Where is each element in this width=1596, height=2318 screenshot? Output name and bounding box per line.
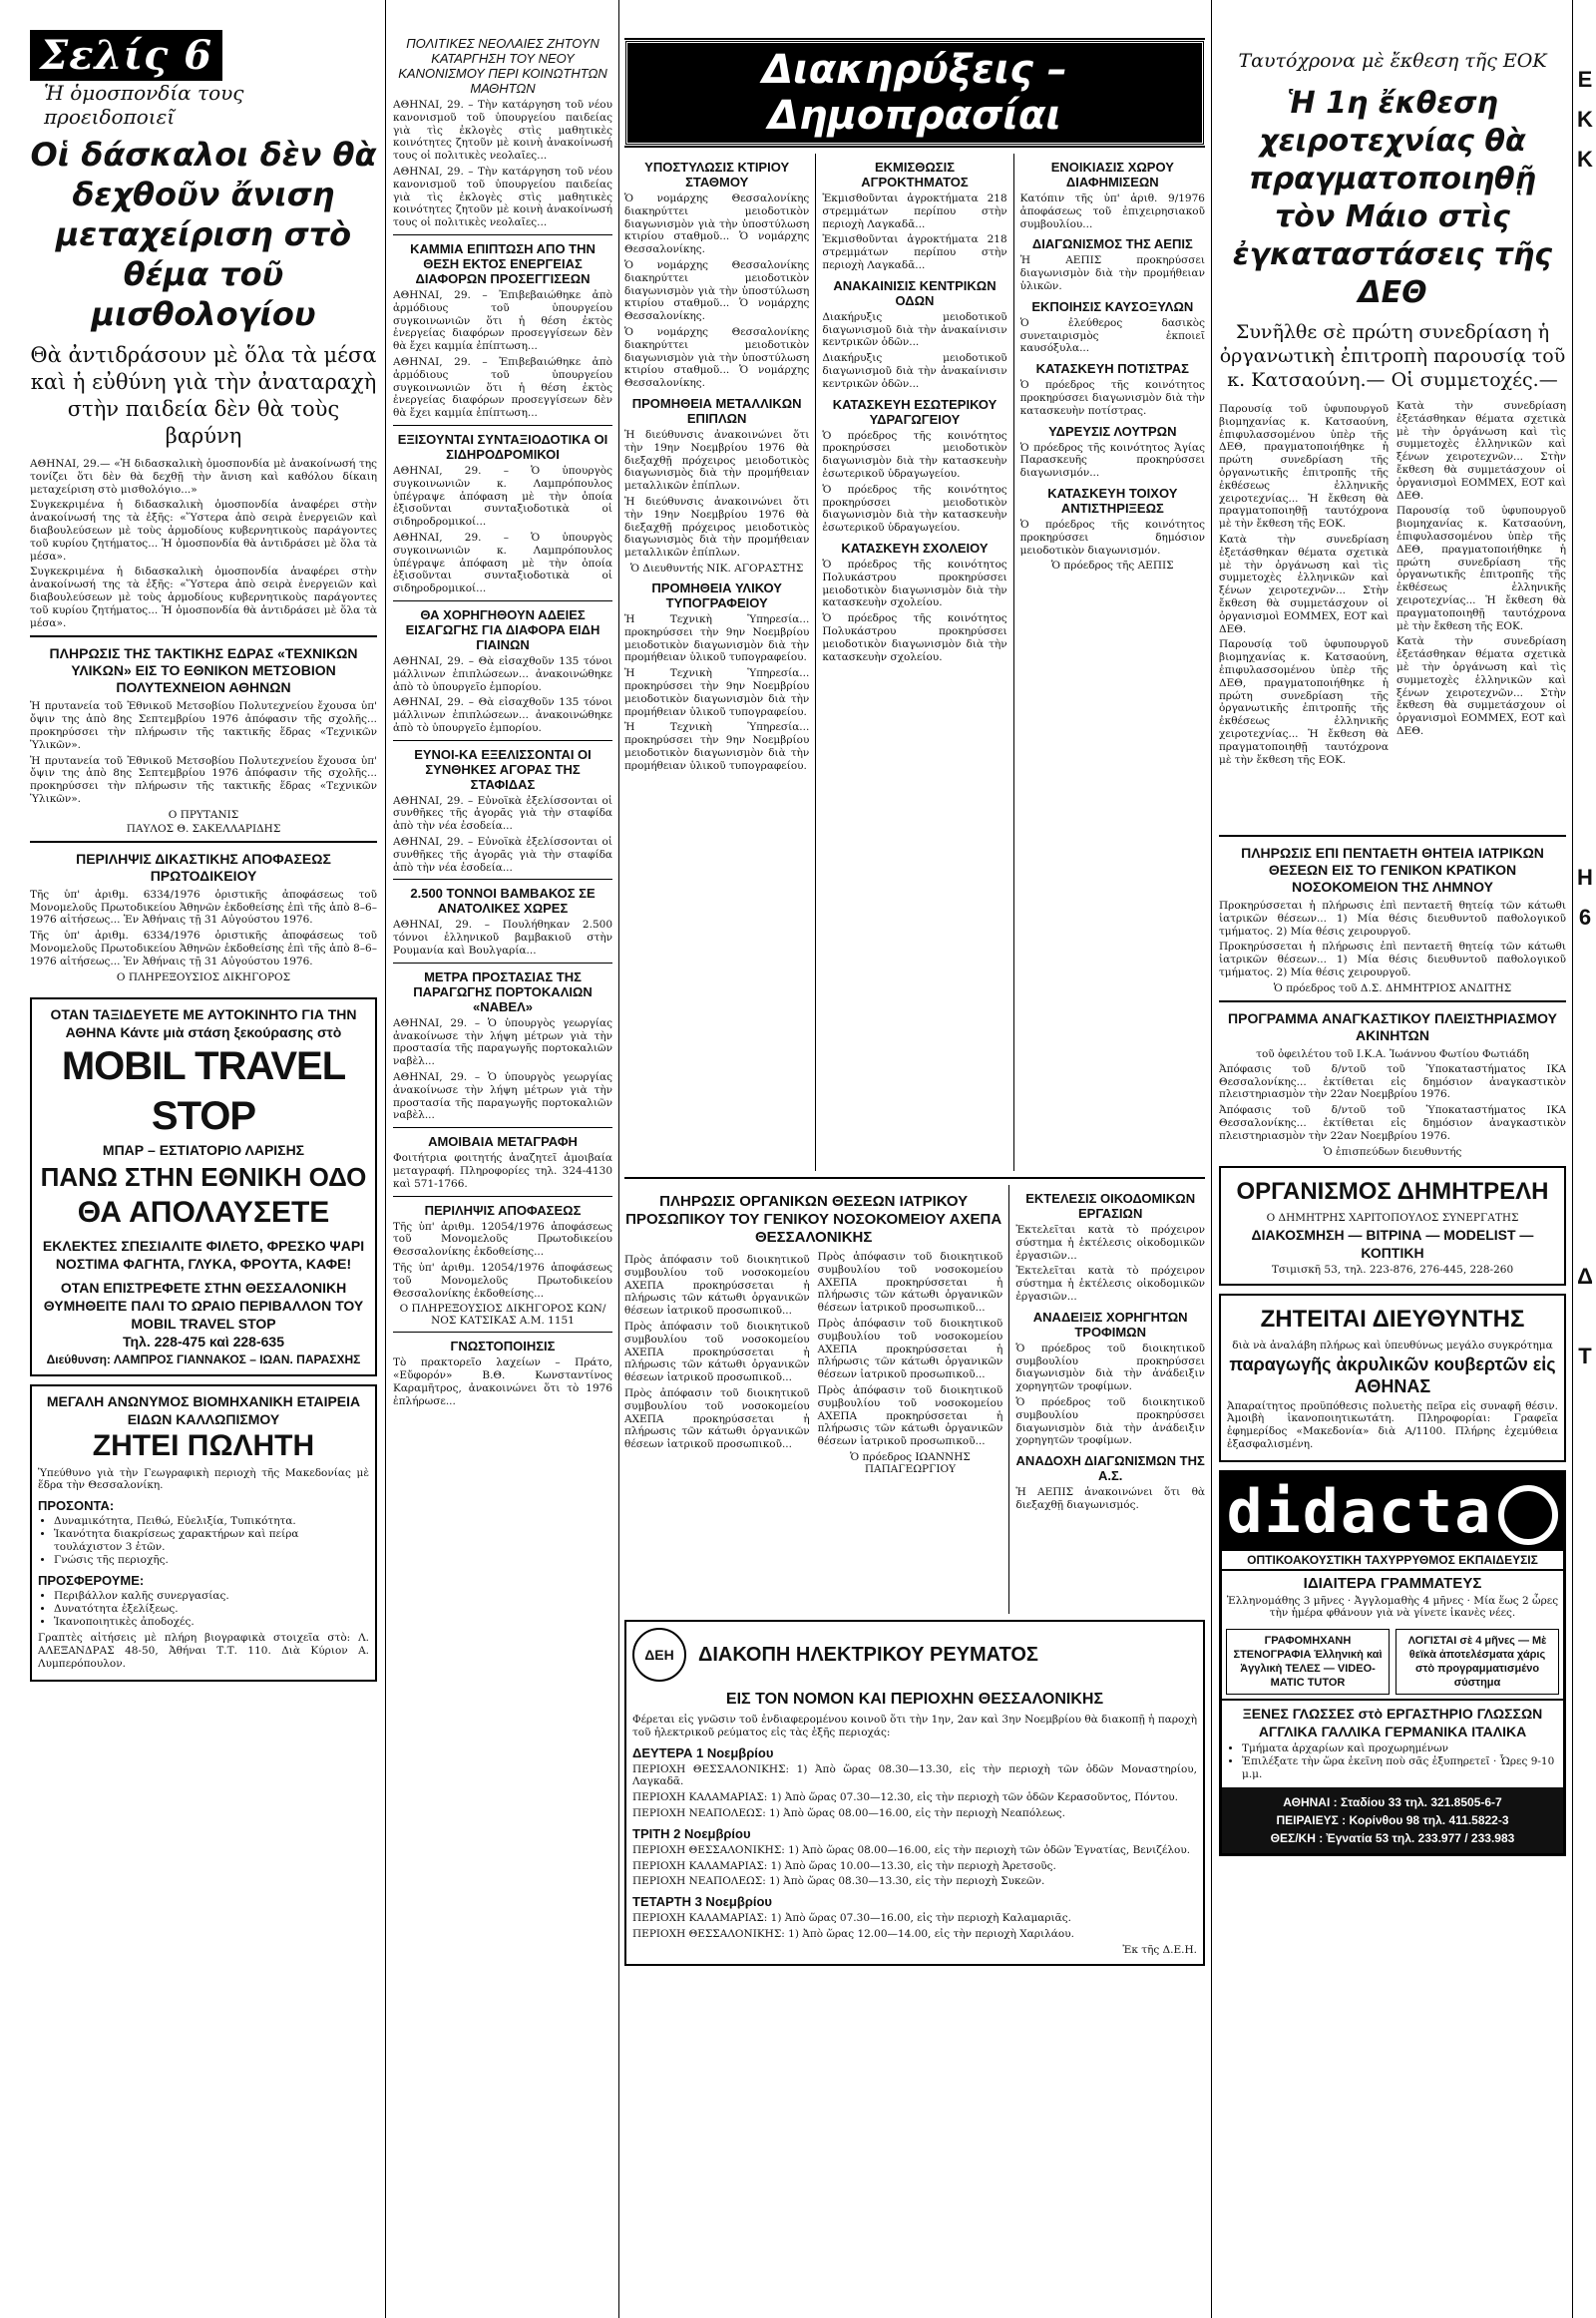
- ad-organismos-dimitreli: [1219, 1166, 1566, 1286]
- outage-line: ΠΕΡΙΟΧΗ ΘΕΣΣΑΛΟΝΙΚΗΣ: 1) Ἀπὸ ὥρας 08.30—13.30, εἰς τὴν περιοχὴ τῶν ὁδῶν Μοναστηρίου, Λαγκαδᾶ.: [632, 1762, 1197, 1788]
- notice-body: Ἀπόφασις τοῦ δ/ντοῦ τοῦ Ὑποκαταστήματος ΙΚΑ Θεσσαλονίκης... ἐκτίθεται εἰς δημόσιον ἀναγκαστικὸν πλειστηριασμὸν τὴν 22αν Νοεμβρίου 1976.: [1219, 1062, 1566, 1101]
- didacta-secretary-lines: Ἑλληνομάθης 3 μῆνες · Ἀγγλομαθὴς 4 μῆνες · Μία ἕως 2 ὧρες τὴν ἡμέρα φθάνουν γιὰ νὰ γίνετε ἱκανὲς νέες.: [1226, 1594, 1559, 1619]
- article-body: ΑΘΗΝΑΙ, 29. – Τὴν κατάργηση τοῦ νέου κανονισμοῦ τοῦ ὑπουργείου παιδείας γιὰ τὶς ἐκλογὲς στὶς μαθητικὲς κοινότητες ζητοῦν μὲ κοινὴ ἀνακοίνωσή τους οἱ πολιτικὲς νεολαῖες...: [393, 99, 612, 163]
- article-body-cont: Συγκεκριμένα ἡ διδασκαλικὴ ὁμοσπονδία ἀναφέρει στὴν ἀνακοίνωσή της τὰ ἑξῆς: «Ὕστερα ἀπὸ σειρὰ ἐνεργειῶν καὶ διαβουλεύσεων μὲ τοὺς ἁρμοδίους κυβερνητικοὺς παράγοντες τοῦ κυρίου ζητήματος... Ἡ ὁμοσπονδία θὰ ἀντιδράσει μὲ ὅλα τὰ μέσα».: [30, 566, 377, 629]
- column-4: [1219, 0, 1566, 2318]
- article-body-cont: ΑΘΗΝΑΙ, 29. – Ἐπιβεβαιώθηκε ἀπὸ ἁρμόδιους τοῦ ὑπουργείου συγκοινωνιῶν ὅτι ἡ θέση ἐκτὸς ἐνεργείας διαφόρων προσεγγίσεων δὲν θὰ ἔχει καμμία ἐπίπτωση...: [393, 355, 612, 420]
- ad-subline: ΜΠΑΡ – ΕΣΤΙΑΤΟΡΙΟ ΛΑΡΙΣΗΣ: [102, 1141, 305, 1158]
- notice-body-cont: Πρὸς ἀπόφασιν τοῦ διοικητικοῦ συμβουλίου τοῦ νοσοκομείου ΑΧΕΠΑ προκηρύσσεται ἡ πλήρωσις τῶν κάτωθι ὀργανικῶν θέσεων ἰατρικοῦ προσωπικοῦ...: [817, 1317, 1003, 1381]
- didacta-addresses: [1222, 1787, 1563, 1853]
- article-body-cont: ΑΘΗΝΑΙ, 29. – Ὁ ὑπουργὸς συγκοινωνιῶν κ. Λαμπρόπουλος ὑπέγραψε ἀπόφαση μὲ τὴν ὁποία ἐξισοῦνται συνταξιοδοτικὰ οἱ σιδηροδρομικοί...: [393, 531, 612, 595]
- article-title: ΑΜΟΙΒΑΙΑ ΜΕΤΑΓΡΑΦΗ: [428, 1134, 578, 1150]
- notice-body: Ὁ ἐλεύθερος δασικὸς συνεταιρισμὸς ἐκποιεῖ καυσόξυλα...: [1019, 316, 1205, 355]
- more-notices: [1015, 1185, 1205, 1614]
- edge-letter: Κ: [1577, 147, 1593, 172]
- notice-title: ΑΝΑΔΕΙΞΙΣ ΧΟΡΗΓΗΤΩΝ ΤΡΟΦΙΜΩΝ: [1032, 1309, 1188, 1340]
- signature: Ἐκ τῆς Δ.Ε.Η.: [1122, 1943, 1197, 1956]
- notice-title: ΔΙΑΓΩΝΙΣΜΟΣ ΤΗΣ ΑΕΠΙΣ: [1031, 236, 1193, 252]
- notice-body: Ὁ πρόεδρος τῆς κοινότητος προκηρύσσει δημόσιον μειοδοτικὸν διαγωνισμόν.: [1019, 518, 1205, 557]
- didacta-language-list: ΑΓΓΛΙΚΑ ΓΑΛΛΙΚΑ ΓΕΡΜΑΝΙΚΑ ΙΤΑΛΙΚΑ: [1258, 1723, 1527, 1739]
- article-body-cont: ΑΘΗΝΑΙ, 29. – Τὴν κατάργηση τοῦ νέου κανονισμοῦ τοῦ ὑπουργείου παιδείας γιὰ τὶς ἐκλογὲς στὶς μαθητικὲς κοινότητες ζητοῦν μὲ κοινὴ ἀνακοίνωσή τους οἱ πολιτικὲς νεολαῖες...: [393, 165, 612, 229]
- notice-title: ΕΚΠΟΙΗΣΙΣ ΚΑΥΣΟΞΥΛΩΝ: [1031, 298, 1194, 314]
- didacta-address-athens: ΑΘΗΝΑΙ : Σταδίου 33 τηλ. 321.8505-6-7: [1283, 1794, 1502, 1809]
- deh-power-outage-notice: [624, 1620, 1205, 1966]
- article-body: ΑΘΗΝΑΙ, 29. – Ὁ ὑπουργὸς συγκοινωνιῶν κ. Λαμπρόπουλος ὑπέγραψε ἀπόφαση μὲ τὴν ὁποία ἐξισοῦνται συνταξιοδοτικὰ οἱ σιδηροδρομικοί...: [393, 464, 612, 529]
- article-columns: [1219, 400, 1566, 829]
- article-title: ΘΑ ΧΟΡΗΓΗΘΟΥΝ ΑΔΕΙΕΣ ΕΙΣΑΓΩΓΗΣ ΓΙΑ ΔΙΑΦΟΡΑ ΕΙΔΗ ΓΙΑΙΝΩΝ: [405, 606, 600, 652]
- notice-body: Ὁ πρόεδρος τοῦ διοικητικοῦ συμβουλίου προκηρύσσει διαγωνισμὸν διὰ τὴν ἀνάδειξιν χορηγητῶν τροφίμων.: [1015, 1342, 1205, 1393]
- notice-body: Ἐκτελεῖται κατὰ τὸ πρόχειρον σύστημα ἡ ἐκτέλεσις οἰκοδομικῶν ἐργασιῶν...: [1015, 1224, 1205, 1262]
- notice-body-cont: Ἐκτελεῖται κατὰ τὸ πρόχειρον σύστημα ἡ ἐκτέλεσις οἰκοδομικῶν ἐργασιῶν...: [1015, 1265, 1205, 1303]
- signature: Ὁ πρόεδρος τοῦ Δ.Σ. ΔΗΜΗΤΡΙΟΣ ΑΝΔΙΤΗΣ: [1273, 981, 1512, 994]
- notice-body: Κατόπιν τῆς ὑπ' ἀριθ. 9/1976 ἀποφάσεως τοῦ ἐπιχειρησιακοῦ συμβουλίου...: [1019, 193, 1205, 230]
- notice-subtitle: τοῦ ὀφειλέτου τοῦ Ι.Κ.Α. Ἰωάννου Φωτίου Φωτιάδη: [1256, 1047, 1529, 1060]
- ad-items: ΕΚΛΕΚΤΕΣ ΣΠΕΣΙΑΛΙΤΕ ΦΙΛΕΤΟ, ΦΡΕΣΚΟ ΨΑΡΙ ΝΟΣΤΙΜΑ ΦΑΓΗΤΑ, ΓΛΥΚΑ, ΦΡΟΥΤΑ, ΚΑΦΕ!: [42, 1237, 365, 1272]
- article-body: ΑΘΗΝΑΙ, 29. – Εὐνοϊκὰ ἐξελίσσονται οἱ συνθῆκες τῆς ἀγορᾶς γιὰ τὴν σταφίδα ἀπὸ τὴν νέα ἐσοδεία...: [393, 794, 612, 833]
- ad-director-wanted: [1219, 1294, 1566, 1462]
- outage-line: ΠΕΡΙΟΧΗ ΘΕΣΣΑΛΟΝΙΚΗΣ: 1) Ἀπὸ ὥρας 12.00—14.00, εἰς τὴν περιοχὴ Χαριλάου.: [632, 1927, 1074, 1940]
- ad-phone: Τηλ. 228-475 καὶ 228-635: [122, 1333, 284, 1350]
- ad-footer: Γραπτὲς αἰτήσεις μὲ πλήρη βιογραφικὰ στοιχεῖα στὸ: Λ. ΑΛΕΞΑΝΔΡΑΣ 48-50, Ἀθήναι Τ.Τ. 110. Διὰ Κύριον Α. Λυμπερόπουλον.: [38, 1632, 369, 1670]
- ad-offer-item: • Περιβάλλον καλῆς συνεργασίας.: [54, 1590, 369, 1603]
- outage-line: ΠΕΡΙΟΧΗ ΚΑΛΑΜΑΡΙΑΣ: 1) Ἀπὸ ὥρας 07.30—12.30, εἰς τὴν περιοχὴ τῶν ὁδῶν Κερασοῦντος, Πόντου.: [632, 1791, 1178, 1804]
- ad-product: παραγωγῆς ἀκρυλικῶν κουβερτῶν εἰς ΑΘΗΝΑΣ: [1229, 1353, 1556, 1396]
- ad-req-item: • Ἱκανότητα διακρίσεως χαρακτήρων καὶ πείρα τουλάχιστον 3 ἐτῶν.: [54, 1528, 369, 1554]
- ad-requirements: Ἀπαραίτητος προϋπόθεσις πολυετὴς πεῖρα εἰς συναφῆ θέσιν. Ἀμοιβὴ ἱκανοποιητικωτάτη. Πληροφορίαι: Γραφεῖα ἐφημερίδος «Μακεδονία» διὰ Α/1100. Πλήρης ἐχεμύθεια ἐξασφαλισμένη.: [1227, 1399, 1558, 1450]
- ad-heading: ΖΗΤΕΙΤΑΙ ΔΙΕΥΘΥΝΤΗΣ: [1260, 1305, 1525, 1333]
- article-body: ΑΘΗΝΑΙ, 29. – Ὁ ὑπουργὸς γεωργίας ἀνακοίνωσε τὴν λήψη μέτρων γιὰ τὴν προστασία τῆς παραγωγῆς πορτοκαλιῶν ναβὲλ...: [393, 1016, 612, 1068]
- notice-body: Ἡ διεύθυνσις ἀνακοινώνει ὅτι τὴν 19ην Νοεμβρίου 1976 θὰ διεξαχθῇ πρόχειρος μειοδοτικὸς διαγωνισμὸς διὰ τὴν προμήθειαν μεταλλικῶν ἐπίπλων.: [624, 428, 810, 493]
- ad-return: ΟΤΑΝ ΕΠΙΣΤΡΕΦΕΤΕ ΣΤΗΝ ΘΕΣΣΑΛΟΝΙΚΗ ΘΥΜΗΘΕΙΤΕ ΠΑΛΙ ΤΟ ΩΡΑΙΟ ΠΕΡΙΒΑΛΛΟΝ ΤΟΥ MOBIL TRAVEL STOP: [43, 1279, 364, 1332]
- section-masthead: Σελίς 6: [30, 30, 222, 81]
- article-body: Τὸ πρακτορεῖο λαχείων – Πράτο, «Εὔφορόν» Β.Θ. Κωνσταντίνος Καραμῆτρος, ἀνακοινώνει ὅτι τὸ 1976 ἐπλήρωσε...: [393, 1356, 612, 1407]
- notice-body-cont: Ἀπόφασις τοῦ δ/ντοῦ τοῦ Ὑποκαταστήματος ΙΚΑ Θεσσαλονίκης... ἐκτίθεται εἰς δημόσιον ἀναγκαστικὸν πλειστηριασμὸν τὴν 22αν Νοεμβρίου 1976.: [1219, 1104, 1566, 1142]
- notice-body-cont: Πρὸς ἀπόφασιν τοῦ διοικητικοῦ συμβουλίου τοῦ νοσοκομείου ΑΧΕΠΑ προκηρύσσεται ἡ πλήρωσις τῶν κάτωθι ὀργανικῶν θέσεων ἰατρικοῦ προσωπικοῦ...: [817, 1383, 1003, 1448]
- section-banner: Διακηρύξεις – Δημοπρασίαι: [624, 40, 1205, 146]
- announcements-middle: [822, 154, 1006, 1171]
- notice-body-cont: Ὁ πρόεδρος τοῦ διοικητικοῦ συμβουλίου προκηρύσσει διαγωνισμὸν διὰ τὴν ἀνάδειξιν χορηγητῶν τροφίμων.: [1015, 1395, 1205, 1447]
- headline: Ἡ 1η ἔκθεση χειροτεχνίας θὰ πραγματοποιηθῇ τὸν Μάιο στὶς ἐγκαταστάσεις τῆς ΔΕΘ: [1232, 86, 1553, 310]
- article-body-cont: Κατὰ τὴν συνεδρίαση ἐξετάσθηκαν θέματα σχετικὰ μὲ τὴν ὀργάνωση καὶ τὶς συμμετοχὲς ἑλληνικῶν καὶ ξένων χειροτεχνῶν... Στὴν ἔκθεση θὰ συμμετάσχουν οἱ ὀργανισμοὶ ΕΟΜΜΕΧ, ΕΟΤ καὶ ΔΕΘ.: [1219, 533, 1389, 635]
- notice-body-cont: Ἡ Τεχνικὴ Ὑπηρεσία... προκηρύσσει τὴν 9ην Νοεμβρίου μειοδοτικὸν διαγωνισμὸν διὰ τὴν προμήθειαν ὑλικοῦ τυπογραφείου.: [624, 721, 810, 772]
- ad-req-title: ΠΡΟΣΟΝΤΑ:: [38, 1498, 115, 1514]
- column-1: [30, 0, 377, 2318]
- article-title: ΜΕΤΡΑ ΠΡΟΣΤΑΣΙΑΣ ΤΗΣ ΠΑΡΑΓΩΓΗΣ ΠΟΡΤΟΚΑΛΙΩΝ «ΝΑΒΕΛ»: [413, 968, 593, 1014]
- outage-day: ΔΕΥΤΕΡΑ 1 Νοεμβρίου: [632, 1744, 774, 1760]
- hospital-and-more: [624, 1185, 1205, 1614]
- notice-title: ΠΡΟΜΗΘΕΙΑ ΥΛΙΚΟΥ ΤΥΠΟΓΡΑΦΕΙΟΥ: [651, 580, 782, 610]
- article-title: 2.500 ΤΟΝΝΟΙ ΒΑΜΒΑΚΟΣ ΣΕ ΑΝΑΤΟΛΙΚΕΣ ΧΩΡΕΣ: [410, 886, 596, 917]
- article-body: Τῆς ὑπ' ἀριθμ. 12054/1976 ἀποφάσεως τοῦ Μονομελοῦς Πρωτοδικείου Θεσσαλονίκης ἐκδοθείσης...: [393, 1220, 612, 1259]
- didacta-sub: ΟΠΤΙΚΟΑΚΟΥΣΤΙΚΗ ΤΑΧΥΡΡΥΘΜΟΣ ΕΚΠΑΙΔΕΥΣΙΣ: [1247, 1552, 1538, 1567]
- ad-management: Διεύθυνση: ΛΑΜΠΡΟΣ ΓΙΑΝΝΑΚΟΣ – ΙΩΑΝ. ΠΑΡΑΣΧΗΣ: [46, 1352, 361, 1366]
- notice-body: Ὁ πρόεδρος τῆς κοινότητος Ἀγίας Παρασκευῆς προκηρύσσει διαγωνισμόν...: [1019, 441, 1205, 480]
- notice-body: Ὁ πρόεδρος τῆς κοινότητος προκηρύσσει διαγωνισμὸν διὰ τὴν κατασκευὴν ποτίστρας.: [1019, 379, 1205, 417]
- article-body: ΑΘΗΝΑΙ, 29. – Πουλήθηκαν 2.500 τόννοι ἑλληνικοῦ βαμβακιοῦ στὴν Ρουμανία καὶ Βουλγαρία...: [393, 919, 612, 958]
- signature: Ο ΠΛΗΡΕΞΟΥΣΙΟΣ ΔΙΚΗΓΟΡΟΣ ΚΩΝ/ΝΟΣ ΚΑΤΣΙΚΑΣ Α.Μ. 1151: [399, 1303, 606, 1328]
- article-body: Παρουσίᾳ τοῦ ὑφυπουργοῦ βιομηχανίας κ. Κατσαούνη, ἐπιφυλασσομένου ὑπὲρ τῆς ΔΕΘ, πραγματοποιήθηκε ἡ πρώτη συνεδρίαση τῆς ὀργανωτικῆς ἐπιτροπῆς τῆς ἐκθέσεως ἑλληνικῆς χειροτεχνίας... Ἡ ἔκθεση θὰ πραγματοποιηθῇ ταυτόχρονα μὲ τὴν ἔκθεση τῆς ΕΟΚ.: [1219, 403, 1389, 531]
- notice-title: ΔΙΑΚΟΠΗ ΗΛΕΚΤΡΙΚΟΥ ΡΕΥΜΑΤΟΣ: [698, 1644, 1038, 1666]
- signature: Ο ΠΛΗΡΕΞΟΥΣΙΟΣ ΔΙΚΗΓΟΡΟΣ: [116, 970, 291, 983]
- article-body: Τῆς ὑπ' ἀριθμ. 6334/1976 ὁριστικῆς ἀποφάσεως τοῦ Μονομελοῦς Πρωτοδικείου Ἀθηνῶν ἐκδοθείσης ἐπὶ τῆς ἀπὸ 8–6–1976 αἰτήσεως... Ἐν Ἀθήναις τῇ 31 Αὐγούστου 1976.: [30, 888, 377, 927]
- ad-enjoy: ΘΑ ΑΠΟΛΑΥΣΕΤΕ: [77, 1195, 330, 1229]
- article-body: Φοιτήτρια φοιτητής ἀναζητεῖ ἀμοιβαία μεταγραφή. Πληροφορίες τηλ. 324-4130 καὶ 571-1766.: [393, 1152, 612, 1190]
- article-title: ΓΝΩΣΤΟΠΟΙΗΣΙΣ: [450, 1339, 556, 1354]
- ad-req-list: [54, 1515, 369, 1567]
- announcements-grid: [624, 154, 1205, 1171]
- notice-body: Ὁ πρόεδρος τῆς κοινότητος Πολυκάστρου προκηρύσσει μειοδοτικὸν διαγωνισμὸν διὰ τὴν κατασκευὴν σχολείου.: [822, 558, 1007, 609]
- signature-title: Ο ΠΡΥΤΑΝΙΣ: [168, 808, 239, 821]
- didacta-languages: ΞΕΝΕΣ ΓΛΩΣΣΕΣ στὸ ΕΡΓΑΣΤΗΡΙΟ ΓΛΩΣΣΩΝ: [1242, 1705, 1543, 1722]
- subheadline: Θὰ ἀντιδράσουν μὲ ὅλα τὰ μέσα καὶ ἡ εὐθύνη γιὰ τὴν ἀναταραχὴ στὴν παιδεία δὲν θὰ τοὺς βαρύνη: [30, 343, 377, 448]
- ad-mobil-travel-stop: [30, 997, 377, 1376]
- notice-body: Προκηρύσσεται ἡ πλήρωσις ἐπὶ πενταετῆ θητείᾳ τῶν κάτωθι ἰατρικῶν θέσεων... 1) Μία θέσις διευθυντοῦ παθολογικοῦ τμήματος. 2) Μία θέσις χειρουργοῦ.: [1219, 900, 1566, 938]
- notice-body-cont: Ὁ πρόεδρος τῆς κοινότητος Πολυκάστρου προκηρύσσει μειοδοτικὸν διαγωνισμὸν διὰ τὴν κατασκευὴν σχολείου.: [822, 612, 1007, 663]
- outage-line: ΠΕΡΙΟΧΗ ΝΕΑΠΟΛΕΩΣ: 1) Ἀπὸ ὥρας 08.30—13.30, εἰς τὴν περιοχὴ Συκεῶν.: [632, 1875, 1045, 1888]
- article-body-cont: Παρουσίᾳ τοῦ ὑφυπουργοῦ βιομηχανίας κ. Κατσαούνη, ἐπιφυλασσομένου ὑπὲρ τῆς ΔΕΘ, πραγματοποιήθηκε ἡ πρώτη συνεδρίαση τῆς ὀργανωτικῆς ἐπιτροπῆς τῆς ἐκθέσεως ἑλληνικῆς χειροτεχνίας... Ἡ ἔκθεση θὰ πραγματοποιηθῇ ταυτόχρονα μὲ τὴν ἔκθεση τῆς ΕΟΚ.: [1396, 505, 1566, 632]
- notice-title: ΠΡΟΓΡΑΜΜΑ ΑΝΑΓΚΑΣΤΙΚΟΥ ΠΛΕΙΣΤΗΡΙΑΣΜΟΥ ΑΚΙΝΗΤΩΝ: [1228, 1009, 1557, 1043]
- notice-body-cont: Ἡ διεύθυνσις ἀνακοινώνει ὅτι τὴν 19ην Νοεμβρίου 1976 θὰ διεξαχθῇ πρόχειρος μειοδοτικὸς διαγωνισμὸς διὰ τὴν προμήθειαν μεταλλικῶν ἐπίπλων.: [624, 495, 810, 560]
- notice-body-cont: Πρὸς ἀπόφασιν τοῦ διοικητικοῦ συμβουλίου τοῦ νοσοκομείου ΑΧΕΠΑ προκηρύσσεται ἡ πλήρωσις τῶν κάτωθι ὀργανικῶν θέσεων ἰατρικοῦ προσωπικοῦ...: [624, 1386, 810, 1451]
- article-title: ΕΥΝΟΙ-ΚΑ ΕΞΕΛΙΣΣΟΝΤΑΙ ΟΙ ΣΥΝΘΗΚΕΣ ΑΓΟΡΑΣ ΤΗΣ ΣΤΑΦΙΔΑΣ: [414, 746, 592, 792]
- article-body-cont: ΑΘΗΝΑΙ, 29. – Εὐνοϊκὰ ἐξελίσσονται οἱ συνθῆκες τῆς ἀγορᾶς γιὰ τὴν σταφίδα ἀπὸ τὴν νέα ἐσοδεία...: [393, 836, 612, 874]
- didacta-bullet: • Τμήματα ἀρχαρίων καὶ προχωρημένων: [1242, 1742, 1559, 1755]
- article-body-cont: ΑΘΗΝΑΙ, 29. – Ὁ ὑπουργὸς γεωργίας ἀνακοίνωσε τὴν λήψη μέτρων γιὰ τὴν προστασία τῆς παραγωγῆς πορτοκαλιῶν ναβὲλ...: [393, 1071, 612, 1122]
- article-body-cont: Ἡ πρυτανεία τοῦ Ἐθνικοῦ Μετσοβίου Πολυτεχνείου ἔχουσα ὑπ' ὄψιν της ἀπὸ 8ης Σεπτεμβρίου 1976 ἀπόφασιν τῆς σχολῆς... προκηρύσσει τὴν πλήρωσιν τῆς τακτικῆς ἕδρας «Τεχνικῶν Ὑλικῶν».: [30, 754, 377, 805]
- notice-body-cont: Ὁ νομάρχης Θεσσαλονίκης διακηρύττει μειοδοτικὸν διαγωνισμὸν γιὰ τὴν ὑποστύλωση κτιρίου σταθμοῦ... Ὁ νομάρχης Θεσσαλονίκης.: [624, 325, 810, 390]
- article-body: ΑΘΗΝΑΙ, 29. – Ἐπιβεβαιώθηκε ἀπὸ ἁρμόδιους τοῦ ὑπουργείου συγκοινωνιῶν ὅτι ἡ θέση ἐκτὸς ἐνεργείας διαφόρων προσεγγίσεων δὲν θὰ ἔχει καμμία ἐπίπτωση...: [393, 288, 612, 353]
- ad-brand: MOBIL TRAVEL STOP: [61, 1043, 346, 1138]
- ad-offer-item: • Δυνατότητα ἐξελίξεως.: [54, 1603, 369, 1616]
- article-body-cont: Κατὰ τὴν συνεδρίαση ἐξετάσθηκαν θέματα σχετικὰ μὲ τὴν ὀργάνωση καὶ τὶς συμμετοχὲς ἑλληνικῶν καὶ ξένων χειροτεχνῶν... Στὴν ἔκθεση θὰ συμμετάσχουν οἱ ὀργανισμοὶ ΕΟΜΜΕΧ, ΕΟΤ καὶ ΔΕΘ.: [1396, 635, 1566, 737]
- article-body-cont: Τῆς ὑπ' ἀριθμ. 6334/1976 ὁριστικῆς ἀποφάσεως τοῦ Μονομελοῦς Πρωτοδικείου Ἀθηνῶν ἐκδοθείσης ἐπὶ τῆς ἀπὸ 8–6–1976 αἰτήσεως... Ἐν Ἀθήναις τῇ 31 Αὐγούστου 1976.: [30, 930, 377, 967]
- notice-body: Ἐκμισθοῦνται ἀγροκτήματα 218 στρεμμάτων περίπου στὴν περιοχὴ Λαγκαδᾶ...: [822, 193, 1007, 230]
- didacta-bullets: [1242, 1742, 1559, 1781]
- notice-title: ΕΚΤΕΛΕΣΙΣ ΟΙΚΟΔΟΜΙΚΩΝ ΕΡΓΑΣΙΩΝ: [1025, 1191, 1196, 1221]
- ad-sub: Ο ΔΗΜΗΤΡΗΣ ΧΑΡΙΤΟΠΟΥΛΟΣ ΣΥΝΕΡΓΑΤΗΣ: [1266, 1211, 1519, 1224]
- article-body-cont: Κατὰ τὴν συνεδρίαση ἐξετάσθηκαν θέματα σχετικὰ μὲ τὴν ὀργάνωση καὶ τὶς συμμετοχὲς ἑλληνικῶν καὶ ξένων χειροτεχνῶν... Στὴν ἔκθεση θὰ συμμετάσχουν οἱ ὀργανισμοὶ ΕΟΜΜΕΧ, ΕΟΤ καὶ ΔΕΘ.: [1396, 400, 1566, 502]
- ad-didacta: [1219, 1470, 1566, 1856]
- notice-body-cont: Διακήρυξις μειοδοτικοῦ διαγωνισμοῦ διὰ τὴν ἀνακαίνισιν κεντρικῶν ὁδῶν...: [822, 352, 1007, 390]
- edge-letters: [1574, 60, 1596, 1376]
- didacta-logist: ΛΟΓΙΣΤΑΙ σὲ 4 μῆνες — Μὲ θεϊκὰ ἀποτελέσματα χάρις στὸ προγραμματισμένο σύστημα: [1396, 1629, 1559, 1695]
- outage-line: ΠΕΡΙΟΧΗ ΚΑΛΑΜΑΡΙΑΣ: 1) Ἀπὸ ὥρας 10.00—13.30, εἰς τὴν περιοχὴ Ἀρετσοῦς.: [632, 1859, 1056, 1872]
- didacta-steno: ΓΡΑΦΟΜΗΧΑΝΗ ΣΤΕΝΟΓΡΑΦΙΑ Ἑλληνικὴ καὶ Ἀγγλικὴ ΤΕΛΕΣ — VIDEO-MATIC TUTOR: [1226, 1629, 1390, 1695]
- ad-req-item: • Γνώσις τῆς περιοχῆς.: [54, 1554, 369, 1567]
- edge-letter: 6: [1578, 905, 1592, 930]
- notice-body: Πρὸς ἀπόφασιν τοῦ διοικητικοῦ συμβουλίου τοῦ νοσοκομείου ΑΧΕΠΑ προκηρύσσεται ἡ πλήρωσις τῶν κάτωθι ὀργανικῶν θέσεων ἰατρικοῦ προσωπικοῦ...: [624, 1254, 810, 1318]
- notice-intro: Φέρεται εἰς γνῶσιν τοῦ ἐνδιαφερομένου κοινοῦ ὅτι τὴν 1ην, 2αν καὶ 3ην Νοεμβρίου θὰ διακοπῇ ἡ παροχὴ τοῦ ἠλεκτρικοῦ ρεύματος εἰς τὰς ἑξῆς περιοχάς:: [632, 1714, 1197, 1738]
- outage-day: ΤΡΙΤΗ 2 Νοεμβρίου: [632, 1825, 751, 1841]
- article-body-cont: ΑΘΗΝΑΙ, 29. – Θὰ εἰσαχθοῦν 135 τόνοι μάλλινων ἐπιπλώσεων... ἀνακοινώθηκε ἀπὸ τὸ ὑπουργεῖο ἐμπορίου.: [393, 696, 612, 734]
- article-body: Συγκεκριμένα ἡ διδασκαλικὴ ὁμοσπονδία ἀναφέρει στὴν ἀνακοίνωσή της τὰ ἑξῆς: «Ὕστερα ἀπὸ σειρὰ ἐνεργειῶν καὶ διαβουλεύσεων μὲ τοὺς ἁρμοδίους κυβερνητικοὺς παράγοντες τοῦ κυρίου ζητήματος... Ἡ ὁμοσπονδία θὰ ἀντιδράσει μὲ ὅλα τὰ μέσα».: [30, 499, 377, 563]
- notice-title: ΚΑΤΑΣΚΕΥΗ ΤΟΙΧΟΥ ΑΝΤΙΣΤΗΡΙΞΕΩΣ: [1047, 485, 1178, 516]
- notice-body: Ὁ πρόεδρος τῆς κοινότητος προκηρύσσει μειοδοτικὸν διαγωνισμὸν διὰ τὴν κατασκευὴν ἐσωτερικοῦ ὑδραγωγείου.: [822, 429, 1007, 480]
- ad-offer-list: [54, 1590, 369, 1629]
- ad-road: ΠΑΝΩ ΣΤΗΝ ΕΘΝΙΚΗ ΟΔΟ: [40, 1161, 367, 1192]
- notice-title: ΠΛΗΡΩΣΙΣ ΕΠΙ ΠΕΝΤΑΕΤΗ ΘΗΤΕΙΑ ΙΑΤΡΙΚΩΝ ΘΕΣΕΩΝ ΕΙΣ ΤΟ ΓΕΝΙΚΟΝ ΚΡΑΤΙΚΟΝ ΝΟΣΟΚΟΜΕΙΟΝ ΤΗΣ ΛΗΜΝΟΥ: [1241, 845, 1544, 895]
- notice-body-cont: Πρὸς ἀπόφασιν τοῦ διοικητικοῦ συμβουλίου τοῦ νοσοκομείου ΑΧΕΠΑ προκηρύσσεται ἡ πλήρωσις τῶν κάτωθι ὀργανικῶν θέσεων ἰατρικοῦ προσωπικοῦ...: [624, 1320, 810, 1384]
- kicker: Ἡ ὁμοσπονδία τους προειδοποιεῖ: [44, 81, 244, 129]
- outage-line: ΠΕΡΙΟΧΗ ΘΕΣΣΑΛΟΝΙΚΗΣ: 1) Ἀπὸ ὥρας 08.00—16.00, εἰς τὴν περιοχὴ τῶν ὁδῶν Ἐγνατίας, Βενιζέλου.: [632, 1843, 1191, 1856]
- ad-req-item: • Δυναμικότητα, Πειθώ, Εὐελιξία, Τυπικότητα.: [54, 1515, 369, 1528]
- headline: Οἱ δάσκαλοι δὲν θὰ δεχθοῦν ἄνιση μεταχείριση στὸ θέμα τοῦ μισθολογίου: [30, 136, 377, 333]
- notice-body: Ἡ Τεχνικὴ Ὑπηρεσία... προκηρύσσει τὴν 9ην Νοεμβρίου μειοδοτικὸν διαγωνισμὸν διὰ τὴν προμήθειαν ὑλικοῦ τυπογραφείου.: [624, 612, 810, 664]
- signature: Ὁ ἐπισπεύδων διευθυντής: [1323, 1145, 1462, 1158]
- hospital-notice: [624, 1185, 1002, 1614]
- article-title: ΠΛΗΡΩΣΙΣ ΤΗΣ ΤΑΚΤΙΚΗΣ ΕΔΡΑΣ «ΤΕΧΝΙΚΩΝ ΥΛΙΚΩΝ» ΕΙΣ ΤΟ ΕΘΝΙΚΟΝ ΜΕΤΣΟΒΙΟΝ ΠΟΛΥΤΕΧΝΕΙΟΝ ΑΘΗΝΩΝ: [49, 645, 358, 696]
- notice-subtitle: ΕΙΣ ΤΟΝ ΝΟΜΟΝ ΚΑΙ ΠΕΡΙΟΧΗΝ ΘΕΣΣΑΛΟΝΙΚΗΣ: [725, 1691, 1104, 1708]
- ad-services: ΔΙΑΚΟΣΜΗΣΗ — ΒΙΤΡΙΝΑ — MODELIST — ΚΟΠΤΙΚΗ: [1251, 1226, 1534, 1261]
- announcements-right: [1020, 154, 1205, 1171]
- didacta-bullet: • Ἐπιλέξατε τὴν ὥρα ἐκεῖνη ποὺ σᾶς ἐξυπηρετεῖ · Ὧρες 9-10 μ.μ.: [1242, 1755, 1559, 1781]
- didacta-ring-icon: [1498, 1485, 1558, 1545]
- ad-brand: ΟΡΓΑΝΙΣΜΟΣ ΔΗΜΗΤΡΕΛΗ: [1236, 1177, 1549, 1205]
- article-body-cont: Τῆς ὑπ' ἀριθμ. 12054/1976 ἀποφάσεως τοῦ Μονομελοῦς Πρωτοδικείου Θεσσαλονίκης ἐκδοθείσης...: [393, 1262, 612, 1300]
- notice-title: ΚΑΤΑΣΚΕΥΗ ΕΣΩΤΕΡΙΚΟΥ ΥΔΡΑΓΩΓΕΙΟΥ: [832, 396, 998, 427]
- ad-company: ΜΕΓΑΛΗ ΑΝΩΝΥΜΟΣ ΒΙΟΜΗΧΑΝΙΚΗ ΕΤΑΙΡΕΙΑ ΕΙΔΩΝ ΚΑΛΛΩΠΙΣΜΟΥ: [46, 1392, 361, 1427]
- notice-title: ΠΡΟΜΗΘΕΙΑ ΜΕΤΑΛΛΙΚΩΝ ΕΠΙΠΛΩΝ: [631, 395, 802, 426]
- edge-letter: Ε: [1577, 67, 1593, 92]
- ad-body: Ὑπεύθυνο γιὰ τὴν Γεωγραφικὴ περιοχὴ τῆς Μακεδονίας μὲ ἕδρα τὴν Θεσσαλονίκη.: [38, 1466, 369, 1492]
- outage-line: ΠΕΡΙΟΧΗ ΚΑΛΑΜΑΡΙΑΣ: 1) Ἀπὸ ὥρας 07.30—16.00, εἰς τὴν περιοχὴ Καλαμαριᾶς.: [632, 1912, 1071, 1925]
- article-title: ΠΕΡΙΛΗΨΙΣ ΔΙΚΑΣΤΙΚΗΣ ΑΠΟΦΑΣΕΩΣ ΠΡΩΤΟΔΙΚΕΙΟΥ: [76, 850, 331, 884]
- ad-intro: ΟΤΑΝ ΤΑΞΙΔΕΥΕΤΕ ΜΕ ΑΥΤΟΚΙΝΗΤΟ ΓΙΑ ΤΗΝ ΑΘΗΝΑ Κάντε μιὰ στάση ξεκούρασης στὸ: [50, 1005, 357, 1040]
- edge-letter: Δ: [1577, 1264, 1593, 1289]
- notice-body: Διακήρυξις μειοδοτικοῦ διαγωνισμοῦ διὰ τὴν ἀνακαίνισιν κεντρικῶν ὁδῶν...: [822, 310, 1007, 349]
- ad-sub: διὰ νὰ ἀναλάβη πλήρως καὶ ὑπευθύνως μεγάλο συγκρότημα: [1232, 1339, 1553, 1352]
- article-dateline: ΑΘΗΝΑΙ, 29.— «Ἡ διδασκαλικὴ ὁμοσπονδία μὲ ἀνακοίνωσή της τονίζει ὅτι δὲν θὰ δεχθῇ τὴν ἄνιση καὶ καθόλου δίκαιη μεταχείριση στὸ μισθολόγιο...»: [30, 458, 377, 496]
- column-3: [624, 0, 1205, 2318]
- ad-offer-item: • Ἱκανοποιητικὲς ἀποδοχές.: [54, 1616, 369, 1629]
- notice-title: ΑΝΑΔΟΧΗ ΔΙΑΓΩΝΙΣΜΩΝ ΤΗΣ Α.Σ.: [1015, 1453, 1205, 1484]
- notice-title: ΥΠΟΣΤΥΛΩΣΙΣ ΚΤΙΡΙΟΥ ΣΤΑΘΜΟΥ: [644, 160, 790, 190]
- ad-cosmetics-company: [30, 1384, 377, 1682]
- didacta-logo: [1222, 1473, 1563, 1551]
- signature: Ὁ Διευθυντής ΝΙΚ. ΑΓΟΡΑΣΤΗΣ: [630, 562, 804, 575]
- signature: Ὁ πρόεδρος ΙΩΑΝΝΗΣ ΠΑΠΑΓΕΩΡΓΙΟΥ: [850, 1450, 971, 1475]
- notice-body: Ὁ νομάρχης Θεσσαλονίκης διακηρύττει μειοδοτικὸν διαγωνισμὸν γιὰ τὴν ὑποστύλωση κτιρίου σταθμοῦ... Ὁ νομάρχης Θεσσαλονίκης.: [624, 193, 810, 256]
- notice-body-cont: Προκηρύσσεται ἡ πλήρωσις ἐπὶ πενταετῆ θητείᾳ τῶν κάτωθι ἰατρικῶν θέσεων... 1) Μία θέσις διευθυντοῦ παθολογικοῦ τμήματος. 2) Μία θέσις χειρουργοῦ.: [1219, 941, 1566, 978]
- deh-logo-icon: ΔΕΗ: [632, 1628, 686, 1682]
- notice-body-cont: Ἐκμισθοῦνται ἀγροκτήματα 218 στρεμμάτων περίπου στὴν περιοχὴ Λαγκαδᾶ...: [822, 233, 1007, 271]
- signature: Ὁ πρόεδρος τῆς ΑΕΠΙΣ: [1051, 560, 1174, 573]
- didacta-address-thess: ΘΕΣ/ΚΗ : Ἐγνατία 53 τηλ. 233.977 / 233.983: [1270, 1830, 1515, 1845]
- notice-title: ΕΚΜΙΣΘΩΣΙΣ ΑΓΡΟΚΤΗΜΑΤΟΣ: [861, 160, 969, 190]
- notice-body: Ἡ ΑΕΠΙΣ ἀνακοινώνει ὅτι θὰ διεξαχθῇ διαγωνισμός.: [1015, 1486, 1205, 1511]
- column-2: [393, 0, 612, 2318]
- notice-title: ΠΛΗΡΩΣΙΣ ΟΡΓΑΝΙΚΩΝ ΘΕΣΕΩΝ ΙΑΤΡΙΚΟΥ ΠΡΟΣΩΠΙΚΟΥ ΤΟΥ ΓΕΝΙΚΟΥ ΝΟΣΟΚΟΜΕΙΟΥ ΑΧΕΠΑ ΘΕΣΣΑΛΟΝΙΚΗΣ: [625, 1193, 1002, 1246]
- kicker: Ταυτόχρονα μὲ ἔκθεση τῆς ΕΟΚ: [1238, 50, 1547, 72]
- article-body: ΑΘΗΝΑΙ, 29. – Θὰ εἰσαχθοῦν 135 τόνοι μάλλινων ἐπιπλώσεων... ἀνακοινώθηκε ἀπὸ τὸ ὑπουργεῖο ἐμπορίου.: [393, 654, 612, 693]
- announcements-left: [624, 154, 809, 1171]
- didacta-name: didacta: [1226, 1476, 1493, 1547]
- article-body: Ἡ πρυτανεία τοῦ Ἐθνικοῦ Μετσοβίου Πολυτεχνείου ἔχουσα ὑπ' ὄψιν της ἀπὸ 8ης Σεπτεμβρίου 1976 ἀπόφασιν τῆς σχολῆς... προκηρύσσει τὴν πλήρωσιν τῆς τακτικῆς ἕδρας «Τεχνικῶν Ὑλικῶν».: [30, 700, 377, 751]
- notice-body: Ἡ ΑΕΠΙΣ προκηρύσσει διαγωνισμὸν διὰ τὴν προμήθειαν ὑλικῶν.: [1019, 254, 1205, 292]
- edge-letter: Κ: [1577, 107, 1593, 132]
- edge-letter: Τ: [1578, 1344, 1592, 1368]
- notice-body-cont: Πρὸς ἀπόφασιν τοῦ διοικητικοῦ συμβουλίου τοῦ νοσοκομείου ΑΧΕΠΑ προκηρύσσεται ἡ πλήρωσις τῶν κάτωθι ὀργανικῶν θέσεων ἰατρικοῦ προσωπικοῦ...: [817, 1251, 1003, 1315]
- outage-line: ΠΕΡΙΟΧΗ ΝΕΑΠΟΛΕΩΣ: 1) Ἀπὸ ὥρας 08.00—16.00, εἰς τὴν περιοχὴ Νεαπόλεως.: [632, 1806, 1066, 1819]
- notice-body-cont: Ὁ πρόεδρος τῆς κοινότητος προκηρύσσει μειοδοτικὸν διαγωνισμὸν διὰ τὴν κατασκευὴν ἐσωτερικοῦ ὑδραγωγείου.: [822, 483, 1007, 535]
- ad-heading: ΖΗΤΕΙ ΠΩΛΗΤΗ: [92, 1428, 315, 1462]
- notice-columns: [624, 1251, 1002, 1475]
- edge-letter: Η: [1577, 865, 1593, 890]
- article-title: ΠΕΡΙΛΗΨΙΣ ΑΠΟΦΑΣΕΩΣ: [424, 1202, 582, 1218]
- notice-body-cont: Ὁ νομάρχης Θεσσαλονίκης διακηρύττει μειοδοτικὸν διαγωνισμὸν γιὰ τὴν ὑποστύλωση κτιρίου σταθμοῦ... Ὁ νομάρχης Θεσσαλονίκης.: [624, 258, 810, 323]
- notice-title: ΕΝΟΙΚΙΑΣΙΣ ΧΩΡΟΥ ΔΙΑΦΗΜΙΣΕΩΝ: [1050, 160, 1174, 190]
- didacta-address-piraeus: ΠΕΙΡΑΙΕΥΣ : Κορίνθου 98 τηλ. 411.5822-3: [1276, 1812, 1509, 1827]
- article-title: ΚΑΜΜΙΑ ΕΠΙΠΤΩΣΗ ΑΠΟ ΤΗΝ ΘΕΣΗ ΕΚΤΟΣ ΕΝΕΡΓΕΙΑΣ ΔΙΑΦΟΡΩΝ ΠΡΟΣΕΓΓΙΣΕΩΝ: [410, 240, 596, 286]
- didacta-secretary: ΙΔΙΑΙΤΕΡΑ ΓΡΑΜΜΑΤΕΥΣ: [1303, 1574, 1482, 1592]
- article-title: ΕΞΙΣΟΥΝΤΑΙ ΣΥΝΤΑΞΙΟΔΟΤΙΚΑ ΟΙ ΣΙΔΗΡΟΔΡΟΜΙΚΟΙ: [397, 431, 608, 462]
- ad-address: Τσιμισκῆ 53, τηλ. 223-876, 276-445, 228-260: [1271, 1263, 1514, 1276]
- signature-name: ΠΑΥΛΟΣ Θ. ΣΑΚΕΛΛΑΡΙΔΗΣ: [126, 822, 281, 835]
- notice-title: ΥΔΡΕΥΣΙΣ ΛΟΥΤΡΩΝ: [1048, 423, 1177, 439]
- notice-title: ΚΑΤΑΣΚΕΥΗ ΣΧΟΛΕΙΟΥ: [841, 540, 989, 556]
- notice-title: ΑΝΑΚΑΙΝΙΣΙΣ ΚΕΝΤΡΙΚΩΝ ΟΔΩΝ: [833, 277, 997, 308]
- subheadline: Συνῆλθε σὲ πρώτη συνεδρίαση ἡ ὀργανωτικὴ ἐπιτροπὴ παρουσίᾳ τοῦ κ. Κατσαούνη.— Οἱ συμμετοχές.—: [1219, 321, 1566, 391]
- notice-body-cont: Ἡ Τεχνικὴ Ὑπηρεσία... προκηρύσσει τὴν 9ην Νοεμβρίου μειοδοτικὸν διαγωνισμὸν διὰ τὴν προμήθειαν ὑλικοῦ τυπογραφείου.: [624, 667, 810, 718]
- article-body-cont: Παρουσίᾳ τοῦ ὑφυπουργοῦ βιομηχανίας κ. Κατσαούνη, ἐπιφυλασσομένου ὑπὲρ τῆς ΔΕΘ, πραγματοποιήθηκε ἡ πρώτη συνεδρίαση τῆς ὀργανωτικῆς ἐπιτροπῆς τῆς ἐκθέσεως ἑλληνικῆς χειροτεχνίας... Ἡ ἔκθεση θὰ πραγματοποιηθῇ ταυτόχρονα μὲ τὴν ἔκθεση τῆς ΕΟΚ.: [1219, 638, 1389, 766]
- outage-day: ΤΕΤΑΡΤΗ 3 Νοεμβρίου: [632, 1894, 772, 1910]
- article-title: ΠΟΛΙΤΙΚΕΣ ΝΕΟΛΑΙΕΣ ΖΗΤΟΥΝ ΚΑΤΑΡΓΗΣΗ ΤΟΥ ΝΕΟΥ ΚΑΝΟΝΙΣΜΟΥ ΠΕΡΙ ΚΟΙΝΩΤΗΤΩΝ ΜΑΘΗΤΩΝ: [398, 36, 607, 96]
- ad-offer-title: ΠΡΟΣΦΕΡΟΥΜΕ:: [38, 1573, 145, 1589]
- notice-title: ΚΑΤΑΣΚΕΥΗ ΠΟΤΙΣΤΡΑΣ: [1035, 361, 1189, 377]
